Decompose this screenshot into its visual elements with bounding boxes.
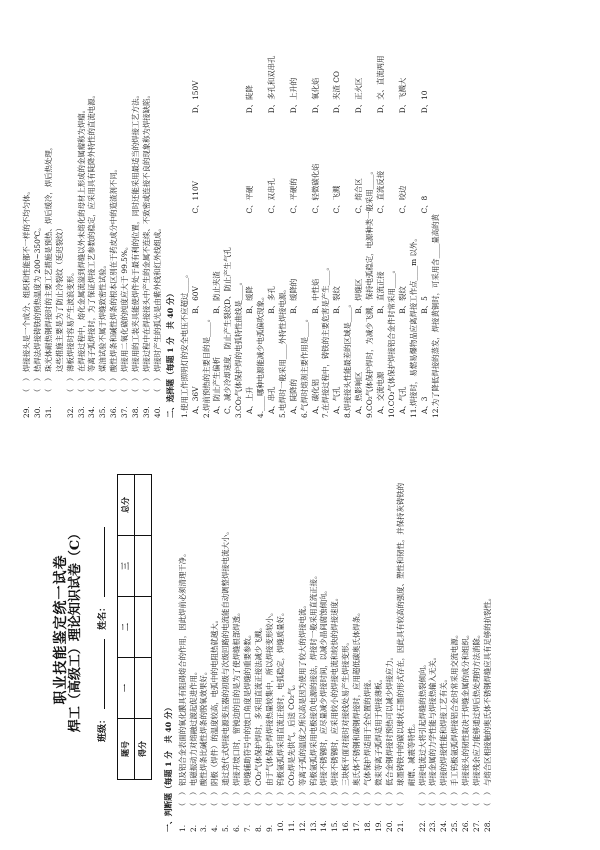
- choice-question-stem: 1.使用工作照明灯的安全电压不应超过____。: [179, 270, 189, 418]
- question-text: 钨极氩弧焊采用直流正接时，电弧稳定，焊缝质量好。: [275, 608, 285, 786]
- question-text: 酸性焊条比碱性焊条的脱氧效果好。: [199, 667, 209, 786]
- choice-option[interactable]: B、多孔: [266, 286, 276, 314]
- question-number: 13.: [308, 820, 318, 832]
- answer-paren[interactable]: （ ）: [177, 787, 187, 810]
- section2-heading: 二、选择题（每题 1 分 共 40 分）: [165, 289, 175, 418]
- judge-question: [221, 427, 232, 832]
- question-number: 5.: [221, 824, 231, 832]
- question-text: 焊接电流过大将引起焊缝的热裂倾向。: [417, 660, 427, 786]
- question-text: 电磁振动力对熔融过渡起促进作用。: [188, 667, 198, 786]
- question-text: 与熔合区相接触的奥氏体不锈钢焊缝应具有足够的抗裂性。: [483, 593, 492, 786]
- judge-question: [142, 13, 153, 418]
- score-cell[interactable]: [134, 475, 151, 536]
- question-text: 在焊接过程中，熔化金属流溢到焊缝以外未熔化的母材上形成的金属瘤称为焊瘤。: [76, 105, 86, 372]
- answer-paren[interactable]: （ ）: [221, 787, 231, 810]
- choice-option[interactable]: C、平硬的: [288, 178, 298, 214]
- judge-list-left: [178, 427, 494, 832]
- judge-question: [385, 427, 396, 832]
- class-blank[interactable]: [104, 639, 105, 709]
- choice-option[interactable]: C、双串孔: [266, 178, 276, 214]
- choice-option[interactable]: B、缓降的: [288, 278, 298, 314]
- choice-options: [267, 13, 278, 418]
- answer-paren[interactable]: （ ）: [439, 787, 449, 810]
- question-number: 31.: [43, 406, 53, 418]
- answer-paren[interactable]: （ ）: [131, 373, 141, 396]
- answer-paren[interactable]: （ ）: [210, 787, 220, 810]
- name-label: 姓名：: [97, 602, 108, 630]
- judge-question: [319, 427, 330, 832]
- judge-question: [407, 427, 418, 832]
- question-text: 焊接不锈钢时，应尽量减少焊接时间，以减少晶间腐蚀倾向。: [319, 586, 329, 786]
- score-cell[interactable]: [134, 658, 151, 719]
- choice-option[interactable]: A、交流电源: [376, 371, 385, 414]
- question-text: 手工钨极氩弧焊焊接铝合金时常采用交流电源。: [450, 630, 460, 786]
- choice-option[interactable]: C、平硬: [245, 185, 255, 214]
- choice-option: [223, 13, 234, 110]
- question-number: 10.: [275, 820, 285, 832]
- question-number: 24.: [439, 820, 449, 832]
- judge-question: [330, 427, 341, 832]
- choice-option[interactable]: B、5: [419, 296, 429, 314]
- question-number: 11.: [286, 820, 296, 832]
- judge-question: [309, 427, 320, 832]
- question-text: 热焊法焊接铸铁的预热温度为 200~350℃。: [32, 223, 42, 372]
- answer-paren[interactable]: （ ）: [65, 373, 75, 396]
- question-text: 这些措施主要是为了防止冷裂纹（延迟裂纹）: [54, 224, 64, 372]
- name-blank[interactable]: [104, 527, 105, 597]
- answer-paren[interactable]: （ ）: [472, 787, 482, 810]
- choice-option[interactable]: A、气孔: [397, 386, 407, 414]
- question-text: 焊接时产生的弧光是由紫外线和红外线组成。: [152, 224, 162, 372]
- question-number: 14.: [319, 820, 329, 832]
- judge-question: [199, 427, 210, 832]
- choice-option[interactable]: C、飞溅: [332, 185, 342, 214]
- question-text: CO₂气体保护焊时，多采用直流正接法减少飞溅。: [253, 623, 263, 786]
- judge-question: [254, 427, 265, 832]
- judge-list-right: [22, 13, 164, 418]
- answer-paren[interactable]: （ ）: [352, 787, 362, 810]
- answer-paren[interactable]: （ ）: [87, 373, 97, 396]
- choice-option[interactable]: D、防止产生气孔: [223, 247, 233, 305]
- question-text: 焊接用的工装夹具能使焊件处于最有利的位置，同时还能采用最适当的焊接工艺方法。: [131, 91, 141, 372]
- answer-paren[interactable]: （ ）: [395, 787, 405, 810]
- choice-option[interactable]: D、飞溅大: [397, 77, 407, 114]
- answer-paren[interactable]: （ ）: [232, 787, 242, 810]
- answer-paren[interactable]: （ ）: [76, 373, 86, 396]
- question-number: [55, 396, 66, 418]
- score-cell: 三: [117, 536, 134, 597]
- choice-options: [332, 13, 343, 418]
- choice-option[interactable]: D、150V: [190, 80, 200, 114]
- choice-question-stem: 8.焊接接头性能最差的区域是____。: [343, 300, 353, 418]
- score-cell[interactable]: [134, 536, 151, 597]
- choice-options: [289, 13, 300, 418]
- judge-question: [33, 13, 44, 418]
- question-text: 球墨铸铁中的碳以球状石墨的形式存在，因此具有较高的强度、塑性和韧性，并保持灰铸铁的: [395, 482, 405, 786]
- question-number: [407, 810, 418, 832]
- judge-question: [396, 427, 407, 832]
- judge-question: [22, 13, 33, 418]
- answer-paren[interactable]: （ ）: [297, 787, 307, 810]
- question-number: 36.: [109, 406, 119, 418]
- question-number: 33.: [76, 406, 86, 418]
- right-column: [22, 13, 441, 418]
- choice-option[interactable]: B、缓降: [245, 286, 255, 314]
- score-cell: 得分: [134, 719, 151, 780]
- choice-options: [354, 13, 365, 418]
- answer-paren[interactable]: （ ）: [330, 787, 340, 810]
- answer-paren[interactable]: （ ）: [253, 787, 263, 810]
- question-text: 奥氏体不锈钢和碳钢焊接时，应用超低碳奥氏体焊条。: [352, 608, 362, 786]
- question-number: 19.: [373, 820, 383, 832]
- choice-list: [180, 13, 442, 418]
- question-number: 21.: [395, 820, 405, 832]
- answer-paren[interactable]: （ ）: [428, 787, 438, 810]
- answer-paren[interactable]: （ ）: [43, 373, 53, 396]
- choice-option[interactable]: D、氧化焰: [310, 77, 320, 114]
- question-number: 30.: [32, 406, 42, 418]
- judge-question: [87, 13, 98, 418]
- judge-question: [363, 427, 374, 832]
- choice-question-stem: 3.CO₂气体保护焊的电弧特性曲线是____。: [234, 278, 244, 418]
- answer-paren[interactable]: （ ）: [461, 787, 471, 810]
- answer-paren[interactable]: （ ）: [450, 787, 460, 810]
- choice-option[interactable]: D、夹渣 CO: [332, 71, 342, 114]
- judge-question: [439, 427, 450, 832]
- exam-title: 职业技能鉴定统一试卷: [53, 554, 69, 705]
- judge-question: [461, 427, 472, 832]
- choice-options: [191, 13, 202, 418]
- question-number: 20.: [384, 820, 394, 832]
- question-number: 34.: [87, 406, 97, 418]
- judge-question: [428, 427, 439, 832]
- score-cell: 二: [117, 597, 134, 658]
- answer-paren[interactable]: （ ）: [22, 373, 31, 396]
- judge-question: [189, 427, 200, 832]
- score-cell: 题号: [117, 719, 134, 780]
- answer-paren[interactable]: （ ）: [141, 373, 151, 396]
- choice-question-stem: 12.为了降低焊接的蒸发，焊接黄铜时，可采用含____量高的黄: [430, 214, 440, 418]
- question-number: 9.: [264, 824, 274, 832]
- choice-question-stem: 11.焊接时，易燃易爆物品应离焊接工作点____m 以外。: [408, 234, 418, 418]
- choice-option[interactable]: B、裂纹: [397, 286, 407, 314]
- question-text: 焊接接头是一个成分、组织和性能都不一样的不均匀体。: [22, 187, 31, 372]
- answer-paren[interactable]: （ ）: [109, 373, 119, 396]
- choice-option[interactable]: A、串孔: [266, 386, 276, 414]
- question-text: 微束等离子弧焊适用于焊接薄板。: [373, 675, 383, 786]
- question-text: 焊缝辅助符号中的坡口角度是焊缝的重要参数。: [243, 630, 253, 786]
- question-text: 气体保护焊适用于全位置的焊接。: [363, 675, 373, 786]
- answer-paren[interactable]: （ ）: [341, 787, 351, 810]
- judge-question: [120, 13, 131, 418]
- choice-question-stem: 9.CO₂气体保护焊时，为减少飞溅，保持电弧稳定，电源种类一般采用____。: [365, 167, 375, 418]
- judge-question: [55, 13, 66, 418]
- question-number: 39.: [141, 406, 151, 418]
- choice-option[interactable]: B、60V: [190, 286, 200, 314]
- judge-question: [77, 13, 88, 418]
- score-table: [117, 474, 152, 780]
- question-text: 酸性焊条和碱性焊条的根本区别在于药皮成分中的造渣剂不同。: [109, 165, 119, 372]
- choice-option[interactable]: C、熔合区: [354, 178, 364, 214]
- choice-options: [311, 13, 322, 418]
- judge-question: [450, 427, 461, 832]
- answer-paren[interactable]: （ ）: [152, 373, 162, 396]
- question-number: 8.: [253, 824, 263, 832]
- score-cell[interactable]: [134, 597, 151, 658]
- choice-question-stem: 10.CO₂气体保护焊接铝合金件时常采用____。: [386, 265, 396, 418]
- choice-option: [223, 110, 234, 207]
- judge-question: [265, 427, 276, 832]
- choice-options: [376, 13, 387, 418]
- question-text: 阴极（焊件）的温度较高，电弧中的电阻热就越大。: [210, 616, 220, 786]
- answer-paren[interactable]: （ ）: [363, 787, 373, 810]
- question-number: 3.: [199, 824, 209, 832]
- choice-option[interactable]: B、裂纹: [332, 286, 342, 314]
- question-text: 煤油试验不属于焊缝致密性试验。: [98, 261, 108, 372]
- question-text: 钨极氩弧焊采用电极接负电源的接法，焊接时一般采用直流正接。: [308, 571, 318, 786]
- answer-paren[interactable]: （ ）: [308, 787, 318, 810]
- section1-heading: 一、判断题（每题 1 分 共 40 分）: [163, 703, 173, 832]
- answer-paren[interactable]: （ ）: [98, 373, 108, 396]
- judge-question: [418, 427, 429, 832]
- answer-paren[interactable]: [407, 786, 418, 810]
- answer-paren[interactable]: （ ）: [286, 787, 296, 810]
- choice-question-stem: 5.电焊时一般采用____外特性焊接电源。: [277, 285, 287, 418]
- judge-question: [341, 427, 352, 832]
- score-cell: 总分: [117, 475, 134, 536]
- judge-question: [178, 427, 189, 832]
- exam-subtitle: 焊工（高级工）理论知识试卷（C）: [67, 526, 83, 733]
- choice-option[interactable]: D、上升的: [288, 77, 298, 114]
- question-text: 焊接过程中在焊接接头中产生的金属不连续、不致密或连接不良的现象称为焊接缺陷。: [141, 91, 151, 372]
- choice-option[interactable]: A、碳化铝: [310, 379, 320, 414]
- choice-question-stem: 6.气焊时熔剂主要作用是____。: [299, 314, 309, 418]
- question-number: 28.: [483, 820, 492, 832]
- choice-option[interactable]: D、陡降: [245, 85, 255, 114]
- choice-option[interactable]: D、多孔和双串孔: [266, 55, 276, 114]
- choice-option[interactable]: A、陡降的: [288, 379, 298, 414]
- choice-option[interactable]: A、气孔: [332, 386, 342, 414]
- question-text: 通过迭代式焊接电源变压器的初级与次级回路的电流能自动调整焊接电流大小。: [221, 527, 231, 786]
- choice-option[interactable]: C、减少冷却速度，防止产生裂纹: [223, 304, 233, 414]
- choice-option[interactable]: B、直流正接: [376, 271, 385, 314]
- choice-option: [212, 13, 223, 113]
- question-number: 15.: [330, 820, 340, 832]
- choice-option[interactable]: B、中性焰: [310, 278, 320, 314]
- answer-paren[interactable]: （ ）: [373, 787, 383, 810]
- question-number: 35.: [98, 406, 108, 418]
- question-text: 焊接残余应力能够通过焊后热处理的方法消除。: [472, 630, 482, 786]
- choice-option[interactable]: A、36V: [190, 386, 200, 414]
- score-cell: 一: [117, 658, 134, 719]
- answer-paren[interactable]: （ ）: [243, 787, 253, 810]
- choice-options: [420, 13, 431, 418]
- judge-question: [153, 13, 164, 418]
- left-column: [22, 427, 494, 832]
- choice-option[interactable]: C、轻微碳化焰: [310, 163, 320, 214]
- question-number: 26.: [461, 820, 471, 832]
- question-number: 25.: [450, 820, 460, 832]
- class-label: 班级：: [97, 714, 108, 742]
- answer-paren[interactable]: [55, 372, 66, 396]
- answer-paren[interactable]: （ ）: [384, 787, 394, 810]
- choice-option[interactable]: A、上升: [245, 386, 255, 414]
- answer-paren[interactable]: （ ）: [199, 787, 209, 810]
- judge-question: [232, 427, 243, 832]
- question-text: 低合金钢焊接时预热可以减少焊接应力。: [384, 652, 394, 786]
- question-text: 铝及铝合金表面的氧化膜具有阻碍熔合的作用，因此焊前必须清理干净。: [177, 549, 187, 786]
- student-info-line: [98, 427, 109, 742]
- question-number: 22.: [417, 820, 427, 832]
- question-text: 由于气体保护焊焊接热量较集中，所以焊接变形较小。: [264, 608, 274, 786]
- question-text: 等离子弧的温度之所以高是因为使用了较大的焊接电流。: [297, 601, 307, 786]
- judge-question: [276, 427, 287, 832]
- choice-option[interactable]: A、防止产生偏析: [212, 356, 222, 414]
- judge-question: [243, 427, 254, 832]
- question-number: 6.: [232, 824, 242, 832]
- choice-option[interactable]: C、直流反接: [376, 170, 385, 214]
- question-number: 7.: [243, 824, 253, 832]
- question-number: 16.: [341, 820, 351, 832]
- judge-question: [352, 427, 363, 832]
- choice-question-stem: 7.在焊接过程中，铸铁的主要危害是产生____。: [321, 263, 331, 418]
- question-number: 37.: [120, 406, 130, 418]
- answer-paren[interactable]: （ ）: [319, 787, 329, 810]
- judge-question: [287, 427, 298, 832]
- choice-options: [245, 13, 256, 418]
- choice-question-stem: 2.焊前预热的主要目的是____。: [201, 314, 211, 418]
- choice-option[interactable]: C、110V: [190, 181, 200, 214]
- score-table-header-row: [117, 475, 134, 780]
- judge-question: [44, 13, 55, 418]
- question-text: 焊接不锈钢时，应采用较小的焊接电流和较快的焊接速度。: [330, 593, 340, 786]
- question-text: 焊接用二氧化碳的纯度应大于 99.5%。: [120, 242, 130, 372]
- choice-option: [212, 113, 223, 213]
- choice-options: [398, 13, 409, 418]
- question-number: 38.: [131, 406, 141, 418]
- question-text: 等离子弧焊接时，为了保证焊接工艺参数的稳定，应采用具有陡降外特性的直流电源。: [87, 91, 97, 372]
- choice-options: [223, 13, 234, 418]
- answer-paren[interactable]: （ ）: [264, 787, 274, 810]
- choice-option[interactable]: B、焊缝区: [354, 278, 364, 314]
- judge-question: [483, 427, 494, 832]
- judge-question: [98, 13, 109, 418]
- question-text: 薄板焊接时容易产生波浪变形。: [65, 268, 75, 372]
- question-text: 焊接金属的力学性能与焊接热输入无关。: [428, 652, 438, 786]
- answer-paren[interactable]: （ ）: [483, 787, 492, 810]
- question-number: 32.: [65, 406, 75, 418]
- question-number: 2.: [188, 824, 198, 832]
- judge-question: [374, 427, 385, 832]
- answer-paren[interactable]: （ ）: [120, 373, 130, 396]
- judge-question: [109, 13, 120, 418]
- choice-option[interactable]: D、正火区: [354, 77, 364, 114]
- judge-question: [210, 427, 221, 832]
- question-text: 焊接接头的韧性取决于焊缝金属的成分和组织。: [461, 630, 471, 786]
- question-text: 焊接的焊接性能和焊接工艺有关。: [439, 675, 449, 786]
- choice-option[interactable]: D、交、直流两用: [376, 55, 385, 114]
- choice-option[interactable]: C、咬边: [397, 185, 407, 214]
- question-number: 4.: [210, 824, 220, 832]
- judge-question: [66, 13, 77, 418]
- question-number: 40.: [152, 406, 162, 418]
- choice-option[interactable]: A、热影响区: [354, 371, 364, 414]
- question-text: CO₂焊是先供气，后送 CO₂气。: [286, 680, 296, 786]
- choice-options: [212, 13, 223, 418]
- judge-question: [472, 427, 483, 832]
- question-text: 三块板平面对接时对接线处易产生焊接变形。: [341, 638, 351, 786]
- question-text: 珠光体耐热钢焊接时的主要工艺措施是预热、焊后缓冷，焊后热处理，: [43, 142, 53, 372]
- choice-question-stem: 4.____哪种电源能减少电弧偏吹现象。: [256, 292, 266, 418]
- question-number: 29.: [22, 406, 31, 418]
- question-number: 18.: [363, 820, 373, 832]
- answer-paren[interactable]: （ ）: [188, 787, 198, 810]
- judge-question: [298, 427, 309, 832]
- question-number: 1.: [177, 824, 187, 832]
- choice-option[interactable]: B、防止夹渣: [212, 271, 222, 314]
- judge-question: [131, 13, 142, 418]
- choice-option[interactable]: D、10: [419, 90, 429, 114]
- score-table-score-row: [134, 475, 151, 780]
- question-number: 12.: [297, 820, 307, 832]
- question-number: 23.: [428, 820, 438, 832]
- question-number: 27.: [472, 820, 482, 832]
- choice-option[interactable]: A、3: [419, 396, 429, 414]
- answer-paren[interactable]: （ ）: [32, 373, 42, 396]
- answer-paren[interactable]: （ ）: [275, 787, 285, 810]
- question-text: 耐磨、减震等特性。: [406, 719, 416, 786]
- choice-option[interactable]: C、8: [419, 195, 429, 214]
- question-number: 17.: [352, 820, 362, 832]
- question-text: 焊接开坡口时，留钝边的目的是为了使焊缝根部焊透。: [232, 608, 242, 786]
- answer-paren[interactable]: （ ）: [417, 787, 427, 810]
